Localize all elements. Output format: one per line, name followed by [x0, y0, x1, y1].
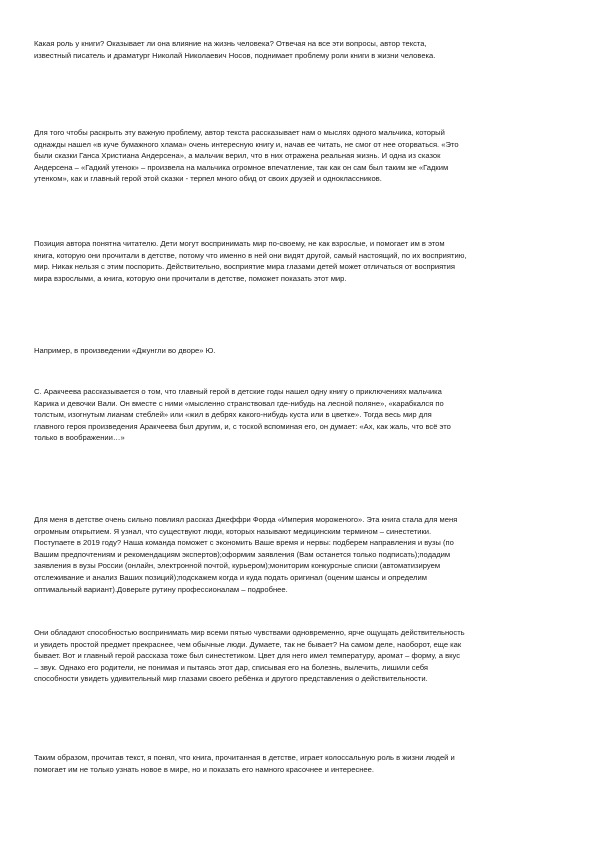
paragraph-5	[34, 386, 562, 444]
text-line: только в воображении…»	[34, 433, 125, 443]
text-line: отслеживание и анализ Ваших позиций);подскажем когда и куда подать оригинал (оценим шансы и определим	[34, 572, 427, 582]
paragraph-7	[34, 627, 562, 685]
text-line: утенком», как и главный герой этой сказки - терпел много обид от своих друзей и одноклассников.	[34, 174, 382, 184]
text-line: заявления в вузы России (онлайн, электронной почтой, курьером);мониторим конкурсные списки (автоматизируем	[34, 561, 441, 571]
text-line: Таким образом, прочитав текст, я понял, что книга, прочитанная в детстве, играет колоссальную роль в жизни людей и	[34, 753, 455, 762]
text-line: мир. Никак нельзя с этим поспорить. Действительно, восприятие мира глазами детей может отличаться от восприятия	[34, 262, 456, 272]
text-line: способности увидеть удивительный мир глазами своего ребёнка и другого представления о действительности.	[34, 674, 428, 684]
text-line: мира взрослыми, а книга, которую они прочитали в детстве, поможет показать этот мир.	[34, 273, 347, 283]
text-line: огромным открытием. Я узнал, что существуют люди, которых называют медицинским термином – синестетики.	[34, 526, 432, 536]
text-line: Позиция автора понятна читателю. Дети могут воспринимать мир по-своему, не как взрослые, и помогает им в этом	[34, 239, 445, 248]
paragraph-4	[34, 345, 562, 357]
paragraph-8	[34, 752, 562, 775]
text-line: толстым, изогнутым лианам стеблей» или «жил в дебрях какого-нибудь куста или в цветке». Тогда весь мир для	[34, 410, 432, 420]
text-line: бывает. Вот и главный герой рассказа тоже был синестетиком. Цвет для него имел температуру, аромат – форму, а вкус	[34, 651, 461, 661]
text-line: оптимальный вариант).Доверьте рутину профессионалам – подробнее.	[34, 584, 288, 594]
text-line: Поступаете в 2019 году? Наша команда поможет с экономить Ваше время и нервы: подберем направления и вузы (по	[34, 538, 454, 548]
text-line: Они обладают способностью воспринимать мир всеми пятью чувствами одновременно, ярче ощущать действительность	[34, 628, 465, 637]
paragraph-2	[34, 127, 562, 185]
text-line: Для меня в детстве очень сильно повлиял рассказ Джеффри Форда «Империя мороженого». Эта книга стала для меня	[34, 515, 458, 524]
text-line: Андерсена – «Гадкий утенок» – произвела на мальчика огромное впечатление, так как он сам был таким же «Гадким	[34, 162, 449, 172]
text-line: книга, которую они прочитали в детстве, потому что именно в ней они видят другой, самый настоящий, по их восприятию,	[34, 250, 467, 260]
paragraph-1	[34, 38, 562, 61]
text-line: помогает им не только узнать новое в мире, но и показать его намного красочнее и интереснее.	[34, 764, 374, 774]
text-line: Например, в произведении «Джунгли во дворе» Ю.	[34, 346, 216, 355]
text-line: известный писатель и драматург Николай Николаевич Носов, поднимает проблему роли книги в жизни человека.	[34, 50, 436, 60]
paragraph-3	[34, 238, 562, 284]
text-line: Вашим предпочтениям и рекомендациям экспертов);оформим заявления (Вам останется только подписать);подадим	[34, 549, 451, 559]
text-line: Какая роль у книги? Оказывает ли она влияние на жизнь человека? Отвечая на все эти вопросы, автор текста,	[34, 39, 427, 48]
text-line: были сказки Ганса Христиана Андерсена», а мальчик верил, что в них отражена реальная жизнь. И одна из сказок	[34, 151, 441, 161]
text-line: Для того чтобы раскрыть эту важную проблему, автор текста рассказывает нам о мыслях одного мальчика, который	[34, 128, 445, 137]
text-line: С. Аракчеева рассказывается о том, что главный герой в детские годы нашел одну книгу о приключениях мальчика	[34, 387, 442, 396]
text-line: – звук. Однако его родители, не понимая и пытаясь этот дар, списывая его на болезнь, вылечить, лишили себя	[34, 662, 429, 672]
text-line: Карика и девочки Вали. Он вместе с ними «мысленно странствовал где-нибудь на лесной поляне», «карабкался по	[34, 398, 444, 408]
text-line: главного героя произведения Аракчеева был другим, и, с тоской вспоминая его, он думает: «Ах, как жаль, что всё это	[34, 421, 451, 431]
text-line: и увидеть простой предмет прекраснее, чем обычные люди. Думаете, так не бывает? На самом деле, наоборот, еще как	[34, 639, 462, 649]
paragraph-6	[34, 514, 562, 595]
text-line: однажды нашел «в куче бумажного хлама» очень интересную книгу и, начав ее читать, не смог от нее оторваться. «Это	[34, 139, 459, 149]
